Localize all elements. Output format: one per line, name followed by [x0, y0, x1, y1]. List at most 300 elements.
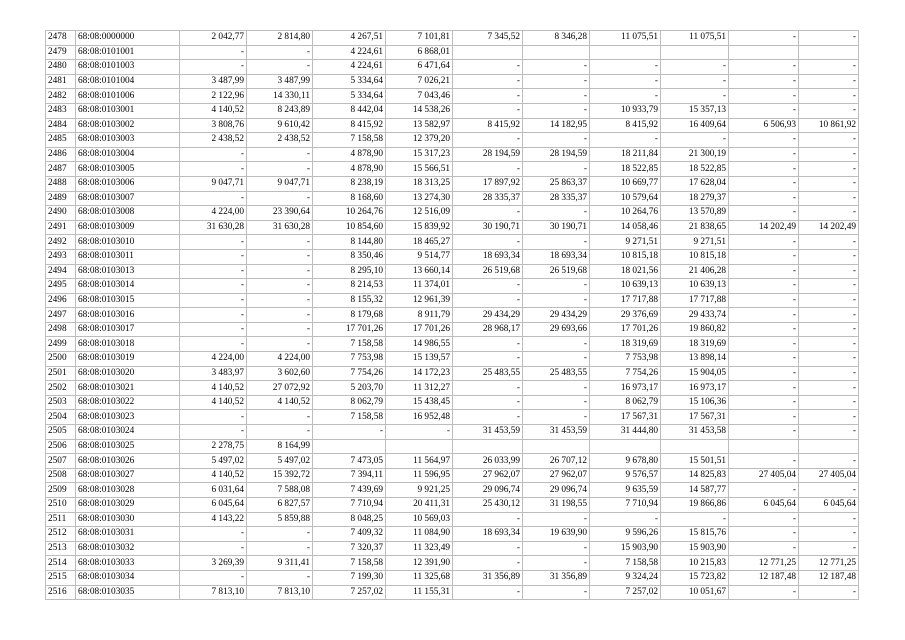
value-cell: 9 311,41 — [247, 556, 313, 571]
value-cell: - — [729, 512, 799, 527]
row-number-cell: 2480 — [46, 60, 76, 75]
value-cell: - — [661, 60, 729, 75]
value-cell: 8 168,60 — [313, 191, 386, 206]
value-cell: - — [799, 395, 859, 410]
value-cell: 10 861,92 — [799, 118, 859, 133]
value-cell: 4 224,00 — [247, 352, 313, 367]
value-cell: - — [799, 103, 859, 118]
value-cell: - — [799, 352, 859, 367]
value-cell: 17 897,92 — [453, 176, 523, 191]
table-row — [46, 279, 859, 294]
value-cell: - — [180, 541, 247, 556]
value-cell: 25 483,55 — [453, 366, 523, 381]
value-cell: 15 723,82 — [661, 570, 729, 585]
table-row — [46, 512, 859, 527]
cadastral-code-cell: 68:08:0103019 — [76, 352, 180, 367]
value-cell: 8 415,92 — [590, 118, 661, 133]
value-cell: - — [799, 454, 859, 469]
value-cell: 31 453,58 — [661, 425, 729, 440]
table-row — [46, 527, 859, 542]
value-cell: 18 279,37 — [661, 191, 729, 206]
value-cell: 9 047,71 — [180, 176, 247, 191]
value-cell: 10 051,67 — [661, 585, 729, 600]
cadastral-code-cell: 68:08:0101004 — [76, 74, 180, 89]
value-cell: - — [729, 322, 799, 337]
value-cell: 10 815,18 — [590, 249, 661, 264]
value-cell: 17 567,31 — [590, 410, 661, 425]
value-cell: 15 357,13 — [661, 103, 729, 118]
value-cell: - — [247, 147, 313, 162]
value-cell: - — [729, 147, 799, 162]
value-cell: 2 122,96 — [180, 89, 247, 104]
table-row — [46, 235, 859, 250]
value-cell: - — [453, 103, 523, 118]
value-cell: - — [247, 527, 313, 542]
value-cell: 11 075,51 — [661, 31, 729, 46]
value-cell: - — [799, 322, 859, 337]
value-cell: 28 968,17 — [453, 322, 523, 337]
cadastral-code-cell: 68:08:0103028 — [76, 483, 180, 498]
value-cell: 7 101,81 — [386, 31, 453, 46]
value-cell: - — [180, 570, 247, 585]
value-cell: - — [247, 249, 313, 264]
value-cell: - — [453, 206, 523, 221]
value-cell: 12 391,90 — [386, 556, 453, 571]
value-cell: - — [453, 235, 523, 250]
value-cell: 8 144,80 — [313, 235, 386, 250]
value-cell: 31 453,59 — [453, 425, 523, 440]
value-cell: 4 224,61 — [313, 45, 386, 60]
value-cell: 15 106,36 — [661, 395, 729, 410]
value-cell: 11 564,97 — [386, 454, 453, 469]
value-cell: 28 335,37 — [453, 191, 523, 206]
value-cell: - — [180, 425, 247, 440]
table-row — [46, 381, 859, 396]
value-cell — [799, 439, 859, 454]
value-cell: 26 519,68 — [523, 264, 590, 279]
table-row — [46, 89, 859, 104]
value-cell: - — [729, 293, 799, 308]
value-cell: - — [590, 74, 661, 89]
value-cell: - — [729, 162, 799, 177]
value-cell: - — [247, 541, 313, 556]
value-cell: 2 438,52 — [247, 133, 313, 148]
value-cell: - — [590, 133, 661, 148]
value-cell: - — [453, 352, 523, 367]
value-cell: - — [523, 103, 590, 118]
cadastral-code-cell: 68:08:0103025 — [76, 439, 180, 454]
value-cell: 20 411,31 — [386, 498, 453, 513]
value-cell: 4 224,00 — [180, 206, 247, 221]
value-cell: 17 717,88 — [661, 293, 729, 308]
table-row — [46, 541, 859, 556]
value-cell: - — [180, 410, 247, 425]
value-cell: - — [729, 410, 799, 425]
value-cell: - — [729, 249, 799, 264]
value-cell: - — [453, 395, 523, 410]
value-cell: 17 701,26 — [386, 322, 453, 337]
value-cell: - — [729, 191, 799, 206]
cadastral-code-cell: 68:08:0103011 — [76, 249, 180, 264]
row-number-cell: 2496 — [46, 293, 76, 308]
value-cell: 18 313,25 — [386, 176, 453, 191]
cadastral-code-cell: 68:08:0101001 — [76, 45, 180, 60]
value-cell: - — [453, 279, 523, 294]
value-cell: 29 434,29 — [453, 308, 523, 323]
row-number-cell: 2497 — [46, 308, 76, 323]
value-cell: 6 506,93 — [729, 118, 799, 133]
value-cell: - — [729, 279, 799, 294]
value-cell: 27 072,92 — [247, 381, 313, 396]
value-cell: - — [799, 74, 859, 89]
value-cell: - — [180, 162, 247, 177]
value-cell — [453, 439, 523, 454]
value-cell: 12 516,09 — [386, 206, 453, 221]
value-cell: - — [523, 74, 590, 89]
value-cell: - — [729, 235, 799, 250]
row-number-cell: 2489 — [46, 191, 76, 206]
value-cell: 18 319,69 — [661, 337, 729, 352]
value-cell: 13 898,14 — [661, 352, 729, 367]
value-cell: 6 868,01 — [386, 45, 453, 60]
cadastral-code-cell: 68:08:0103015 — [76, 293, 180, 308]
value-cell: - — [523, 206, 590, 221]
value-cell: 14 202,49 — [799, 220, 859, 235]
value-cell: 11 323,49 — [386, 541, 453, 556]
value-cell: - — [799, 60, 859, 75]
value-cell: 5 497,02 — [180, 454, 247, 469]
row-number-cell: 2515 — [46, 570, 76, 585]
value-cell: 15 903,90 — [590, 541, 661, 556]
value-cell: - — [523, 89, 590, 104]
value-cell — [523, 45, 590, 60]
value-cell: 8 442,04 — [313, 103, 386, 118]
table-row — [46, 191, 859, 206]
value-cell: - — [453, 74, 523, 89]
cadastral-code-cell: 68:08:0103020 — [76, 366, 180, 381]
value-cell: 7 345,52 — [453, 31, 523, 46]
value-cell: - — [729, 60, 799, 75]
value-cell: 14 058,46 — [590, 220, 661, 235]
value-cell: - — [590, 60, 661, 75]
value-cell: - — [453, 381, 523, 396]
value-cell: 28 335,37 — [523, 191, 590, 206]
value-cell: 8 238,19 — [313, 176, 386, 191]
value-cell: 16 952,48 — [386, 410, 453, 425]
value-cell: 15 139,57 — [386, 352, 453, 367]
table-row — [46, 410, 859, 425]
value-cell: 30 190,71 — [453, 220, 523, 235]
value-cell: - — [180, 264, 247, 279]
value-cell: - — [453, 585, 523, 600]
cadastral-code-cell: 68:08:0000000 — [76, 31, 180, 46]
cadastral-code-cell: 68:08:0103026 — [76, 454, 180, 469]
value-cell: - — [661, 74, 729, 89]
value-cell: 26 707,12 — [523, 454, 590, 469]
value-cell: 7 710,94 — [313, 498, 386, 513]
value-cell: 26 033,99 — [453, 454, 523, 469]
value-cell: - — [729, 74, 799, 89]
value-cell: - — [799, 147, 859, 162]
value-cell: 23 390,64 — [247, 206, 313, 221]
value-cell: - — [729, 454, 799, 469]
value-cell: - — [729, 103, 799, 118]
value-cell: - — [590, 89, 661, 104]
cadastral-code-cell: 68:08:0103016 — [76, 308, 180, 323]
table-row — [46, 556, 859, 571]
value-cell: 16 973,17 — [590, 381, 661, 396]
value-cell: 21 406,28 — [661, 264, 729, 279]
value-cell: 7 043,46 — [386, 89, 453, 104]
value-cell: 3 487,99 — [180, 74, 247, 89]
value-cell: - — [729, 206, 799, 221]
value-cell: - — [729, 308, 799, 323]
value-cell: - — [799, 410, 859, 425]
value-cell: - — [386, 425, 453, 440]
value-cell: 8 062,79 — [590, 395, 661, 410]
value-cell: 31 444,80 — [590, 425, 661, 440]
value-cell: 18 522,85 — [590, 162, 661, 177]
value-cell: - — [247, 308, 313, 323]
value-cell: 7 409,32 — [313, 527, 386, 542]
value-cell: 29 434,29 — [523, 308, 590, 323]
row-number-cell: 2505 — [46, 425, 76, 440]
table-row — [46, 45, 859, 60]
value-cell: - — [799, 249, 859, 264]
row-number-cell: 2482 — [46, 89, 76, 104]
value-cell: 8 415,92 — [453, 118, 523, 133]
value-cell: - — [799, 89, 859, 104]
value-cell: 2 438,52 — [180, 133, 247, 148]
table-body — [46, 31, 859, 600]
value-cell: 11 325,68 — [386, 570, 453, 585]
value-cell: - — [799, 541, 859, 556]
value-cell: 8 048,25 — [313, 512, 386, 527]
row-number-cell: 2501 — [46, 366, 76, 381]
value-cell: 27 405,04 — [799, 468, 859, 483]
value-cell: 16 409,64 — [661, 118, 729, 133]
value-cell: - — [453, 293, 523, 308]
cadastral-code-cell: 68:08:0103030 — [76, 512, 180, 527]
value-cell: 29 376,69 — [590, 308, 661, 323]
value-cell: 3 269,39 — [180, 556, 247, 571]
value-cell: - — [523, 410, 590, 425]
value-cell: - — [729, 133, 799, 148]
cadastral-code-cell: 68:08:0103006 — [76, 176, 180, 191]
value-cell: 15 438,45 — [386, 395, 453, 410]
cadastral-code-cell: 68:08:0103022 — [76, 395, 180, 410]
cadastral-code-cell: 68:08:0103013 — [76, 264, 180, 279]
value-cell: - — [729, 31, 799, 46]
row-number-cell: 2499 — [46, 337, 76, 352]
value-cell: 8 350,46 — [313, 249, 386, 264]
row-number-cell: 2498 — [46, 322, 76, 337]
value-cell: - — [523, 512, 590, 527]
value-cell: 5 203,70 — [313, 381, 386, 396]
value-cell: - — [729, 176, 799, 191]
row-number-cell: 2514 — [46, 556, 76, 571]
value-cell: - — [799, 162, 859, 177]
value-cell — [799, 45, 859, 60]
value-cell: 31 356,89 — [453, 570, 523, 585]
value-cell: 14 182,95 — [523, 118, 590, 133]
value-cell: - — [799, 425, 859, 440]
cadastral-code-cell: 68:08:0103035 — [76, 585, 180, 600]
value-cell: 7 257,02 — [313, 585, 386, 600]
value-cell: 14 202,49 — [729, 220, 799, 235]
value-cell: 3 483,97 — [180, 366, 247, 381]
value-cell: - — [453, 512, 523, 527]
cadastral-code-cell: 68:08:0103017 — [76, 322, 180, 337]
value-cell: 15 904,05 — [661, 366, 729, 381]
table-row — [46, 439, 859, 454]
value-cell: - — [799, 527, 859, 542]
row-number-cell: 2493 — [46, 249, 76, 264]
value-cell: 15 815,76 — [661, 527, 729, 542]
cadastral-code-cell: 68:08:0103018 — [76, 337, 180, 352]
value-cell: 14 986,55 — [386, 337, 453, 352]
value-cell: - — [180, 527, 247, 542]
value-cell: 6 045,64 — [180, 498, 247, 513]
row-number-cell: 2486 — [46, 147, 76, 162]
table-row — [46, 366, 859, 381]
table-row — [46, 395, 859, 410]
value-cell: 12 187,48 — [729, 570, 799, 585]
cadastral-code-cell: 68:08:0103033 — [76, 556, 180, 571]
value-cell: - — [180, 308, 247, 323]
value-cell: - — [523, 337, 590, 352]
value-cell — [590, 439, 661, 454]
value-cell: 4 140,52 — [247, 395, 313, 410]
value-cell: - — [180, 60, 247, 75]
value-cell: 12 771,25 — [729, 556, 799, 571]
value-cell: 19 639,90 — [523, 527, 590, 542]
value-cell: - — [180, 293, 247, 308]
value-cell: - — [180, 235, 247, 250]
value-cell: 7 320,37 — [313, 541, 386, 556]
value-cell: - — [729, 366, 799, 381]
value-cell: - — [799, 483, 859, 498]
value-cell: 13 660,14 — [386, 264, 453, 279]
table-row — [46, 337, 859, 352]
value-cell: 16 973,17 — [661, 381, 729, 396]
value-cell: 25 863,37 — [523, 176, 590, 191]
value-cell: 3 808,76 — [180, 118, 247, 133]
value-cell — [386, 439, 453, 454]
value-cell: 10 215,83 — [661, 556, 729, 571]
value-cell: 13 570,89 — [661, 206, 729, 221]
value-cell: 3 602,60 — [247, 366, 313, 381]
value-cell: - — [523, 381, 590, 396]
value-cell: 7 753,98 — [590, 352, 661, 367]
value-cell: - — [523, 556, 590, 571]
value-cell: - — [523, 352, 590, 367]
value-cell: - — [180, 249, 247, 264]
value-cell: 7 158,58 — [313, 410, 386, 425]
cadastral-code-cell: 68:08:0103008 — [76, 206, 180, 221]
value-cell: - — [523, 133, 590, 148]
value-cell: 10 639,13 — [661, 279, 729, 294]
value-cell: 9 271,51 — [590, 235, 661, 250]
value-cell: 19 860,82 — [661, 322, 729, 337]
value-cell: 27 405,04 — [729, 468, 799, 483]
value-cell: 14 825,83 — [661, 468, 729, 483]
value-cell: - — [799, 337, 859, 352]
value-cell: 28 194,59 — [453, 147, 523, 162]
value-cell: 6 045,64 — [729, 498, 799, 513]
value-cell: - — [180, 191, 247, 206]
value-cell: 18 465,27 — [386, 235, 453, 250]
row-number-cell: 2485 — [46, 133, 76, 148]
value-cell: - — [247, 293, 313, 308]
value-cell: 18 319,69 — [590, 337, 661, 352]
value-cell: 9 271,51 — [661, 235, 729, 250]
value-cell: 17 567,31 — [661, 410, 729, 425]
table-row — [46, 162, 859, 177]
value-cell: 4 140,52 — [180, 103, 247, 118]
value-cell: - — [799, 279, 859, 294]
table-row — [46, 176, 859, 191]
value-cell: - — [180, 337, 247, 352]
value-cell: - — [799, 308, 859, 323]
row-number-cell: 2509 — [46, 483, 76, 498]
value-cell: - — [799, 235, 859, 250]
value-cell: 10 815,18 — [661, 249, 729, 264]
value-cell: 7 813,10 — [247, 585, 313, 600]
value-cell — [661, 439, 729, 454]
table-row — [46, 249, 859, 264]
value-cell: 9 324,24 — [590, 570, 661, 585]
value-cell: 4 140,52 — [180, 468, 247, 483]
value-cell: - — [247, 410, 313, 425]
value-cell — [661, 45, 729, 60]
value-cell: 10 933,79 — [590, 103, 661, 118]
value-cell: 12 187,48 — [799, 570, 859, 585]
table-row — [46, 31, 859, 46]
value-cell: 10 264,76 — [590, 206, 661, 221]
cadastral-code-cell: 68:08:0103005 — [76, 162, 180, 177]
table-row — [46, 483, 859, 498]
value-cell: 4 224,61 — [313, 60, 386, 75]
value-cell: - — [453, 556, 523, 571]
value-cell: - — [729, 395, 799, 410]
value-cell: 29 096,74 — [523, 483, 590, 498]
value-cell: 9 635,59 — [590, 483, 661, 498]
row-number-cell: 2488 — [46, 176, 76, 191]
value-cell: 8 243,89 — [247, 103, 313, 118]
value-cell: 7 753,98 — [313, 352, 386, 367]
value-cell: 7 158,58 — [590, 556, 661, 571]
value-cell — [313, 439, 386, 454]
value-cell: - — [247, 337, 313, 352]
value-cell: 7 199,30 — [313, 570, 386, 585]
value-cell: 30 190,71 — [523, 220, 590, 235]
cadastral-code-cell: 68:08:0103027 — [76, 468, 180, 483]
value-cell: - — [799, 206, 859, 221]
value-cell: 11 075,51 — [590, 31, 661, 46]
value-cell: 4 140,52 — [180, 381, 247, 396]
value-cell: 15 317,23 — [386, 147, 453, 162]
value-cell: - — [799, 366, 859, 381]
value-cell: - — [453, 133, 523, 148]
row-number-cell: 2491 — [46, 220, 76, 235]
value-cell: - — [523, 279, 590, 294]
row-number-cell: 2500 — [46, 352, 76, 367]
cadastral-code-cell: 68:08:0103003 — [76, 133, 180, 148]
value-cell: 14 538,26 — [386, 103, 453, 118]
value-cell: - — [523, 293, 590, 308]
value-cell: - — [247, 322, 313, 337]
